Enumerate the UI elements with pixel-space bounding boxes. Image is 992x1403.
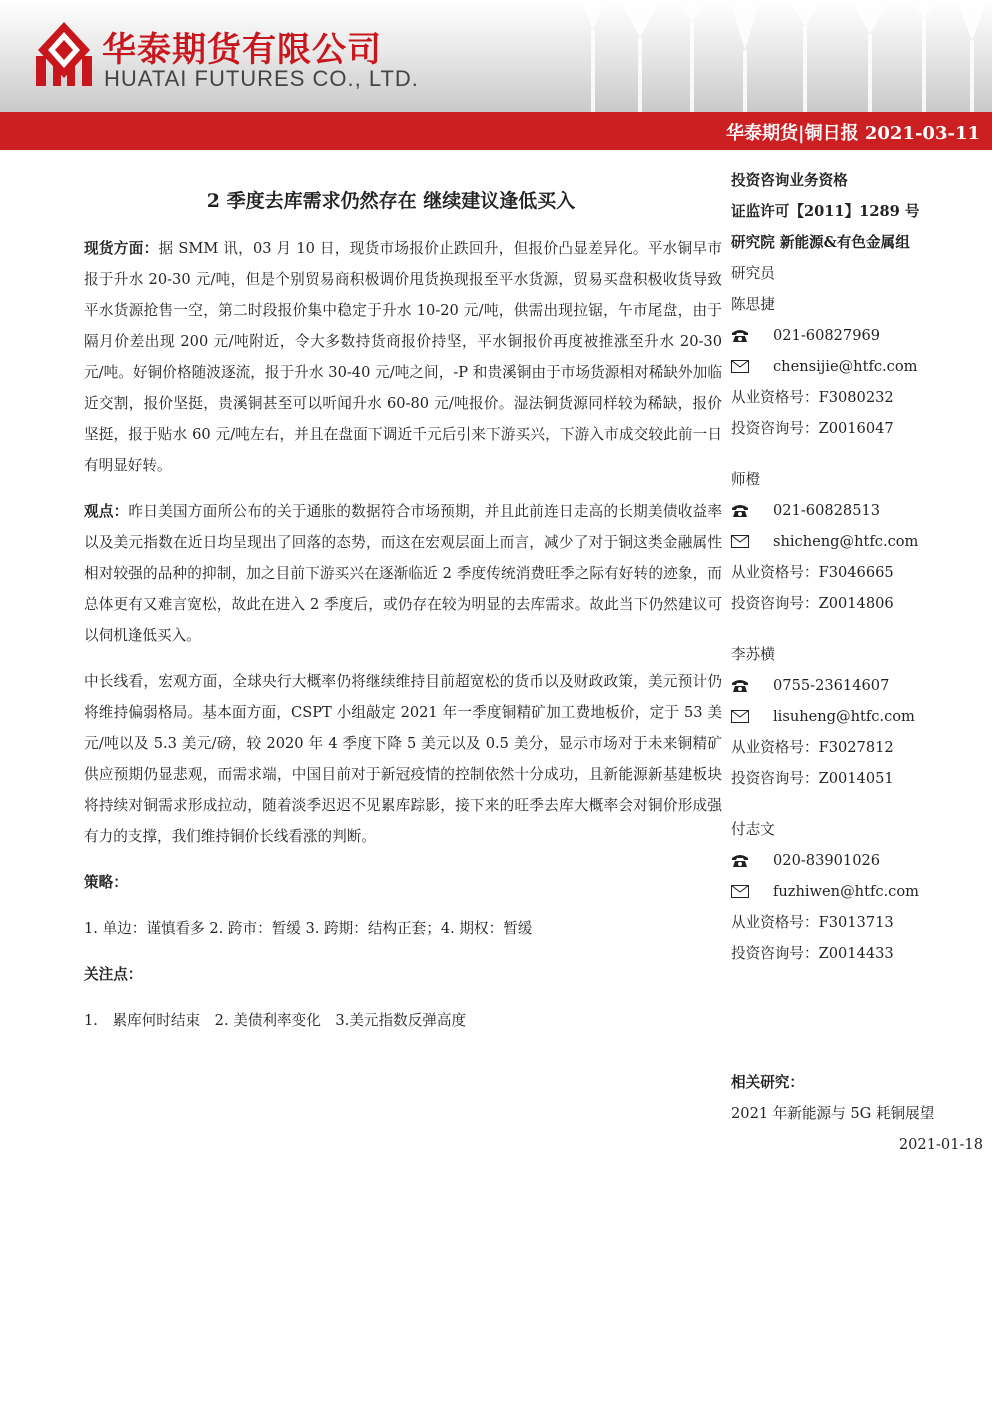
advisory-number: 投资咨询号：Z0014806: [731, 595, 894, 612]
phone-number: 020-83901026: [773, 852, 881, 869]
huatai-logo-icon: [36, 20, 92, 86]
phone-icon: [731, 670, 751, 701]
cert-number: 从业资格号：F3080232: [731, 389, 894, 406]
report-title: 2 季度去库需求仍然存在 继续建议逢低买入: [206, 190, 576, 212]
phone-row: [731, 670, 983, 701]
envelope-icon: [731, 526, 751, 557]
strategy-text: 1. 单边：谨慎看多 2. 跨市：暂缓 3. 跨期：结构正套；4. 期权：暂缓: [84, 920, 533, 937]
envelope-icon: [731, 876, 751, 907]
view-label: 观点：: [84, 503, 129, 520]
analyst-card: [731, 639, 983, 794]
qualification: 投资咨询业务资格: [731, 172, 848, 189]
analyst-name: 付志文: [731, 821, 775, 838]
institute: 研究院 新能源&有色金属组: [731, 234, 910, 251]
phone-icon: [731, 320, 751, 351]
email-address[interactable]: lisuheng@htfc.com: [773, 708, 915, 725]
analyst-card: [731, 464, 983, 619]
advisory-number: 投资咨询号：Z0014433: [731, 945, 894, 962]
company-name-en: HUATAI FUTURES CO., LTD.: [104, 66, 419, 91]
email-address[interactable]: chensijie@htfc.com: [773, 358, 918, 375]
spot-text: 据 SMM 讯，03 月 10 日，现货市场报价止跌回升，但报价凸显差异化。平水铜早市报于升水 20-30 元/吨，但是个别贸易商积极调价甩货换现报至平水货源，贸易买盘积极收货导致平水货源抢售一空，第二时段报价集中稳定于升水 10-20 元/吨，供需出现拉锯，午市尾盘，由于隔月价差出现 200 元/吨附近，令大多数持货商报价持坚，平水铜报价再度被推涨至升水 20-30 元/吨。好铜价格随波逐流，报于升水 30-40 元/吨之间，-P 和贵溪铜由于市场货源相对稀缺外加临近交割，报价坚挺，贵溪铜甚至可以听闻升水 60-80 元/吨报价。湿法铜货源同样较为稀缺，报价坚挺，报于贴水 60 元/吨左右，并且在盘面下调近千元后引来下游买兴，下游入市成交较此前一日有明显好转。: [84, 240, 722, 474]
phone-icon: [731, 845, 751, 876]
cert-number: 从业资格号：F3027812: [731, 739, 894, 756]
related-research-title[interactable]: 2021 年新能源与 5G 耗铜展望: [731, 1105, 935, 1122]
analyst-card: [731, 289, 983, 444]
cert-number: 从业资格号：F3046665: [731, 564, 894, 581]
decorative-pattern: [560, 0, 992, 112]
email-row: [731, 876, 983, 907]
view-text: 昨日美国方面所公布的关于通胀的数据符合市场预期，并且此前连日走高的长期美债收益率以及美元指数在近日均呈现出了回落的态势，而这在宏观层面上而言，减少了对于铜这类金融属性相对较强的品种的抑制，加之目前下游买兴在逐渐临近 2 季度传统消费旺季之际有好转的迹象，而总体更有又难言宽松，故此在进入 2 季度后，或仍存在较为明显的去库需求。故此当下仍然建议可以伺机逢低买入。: [84, 503, 722, 644]
email-row: [731, 701, 983, 732]
analyst-name: 李苏横: [731, 646, 775, 663]
phone-row: [731, 320, 983, 351]
phone-row: [731, 495, 983, 526]
email-row: [731, 351, 983, 382]
researcher-label: 研究员: [731, 265, 775, 282]
license-number: 证监许可【2011】1289 号: [731, 203, 920, 220]
email-row: [731, 526, 983, 557]
advisory-number: 投资咨询号：Z0016047: [731, 420, 894, 437]
envelope-icon: [731, 701, 751, 732]
report-line: 华泰期货|铜日报 2021-03-11: [726, 123, 980, 144]
analyst-name: 师橙: [731, 471, 761, 488]
spot-paragraph: [84, 233, 722, 481]
email-address[interactable]: shicheng@htfc.com: [773, 533, 919, 550]
phone-number: 0755-23614607: [773, 677, 890, 694]
email-address[interactable]: fuzhiwen@htfc.com: [773, 883, 919, 900]
related-research-label: 相关研究：: [731, 1074, 804, 1091]
focus-heading: 关注点：: [84, 966, 143, 983]
phone-number: 021-60828513: [773, 502, 881, 519]
view-paragraph: [84, 496, 722, 651]
main-content: [84, 233, 722, 1051]
advisory-number: 投资咨询号：Z0014051: [731, 770, 894, 787]
phone-row: [731, 845, 983, 876]
phone-number: 021-60827969: [773, 327, 881, 344]
focus-text: 1. 累库何时结束 2. 美债利率变化 3.美元指数反弹高度: [84, 1012, 467, 1029]
strategy-heading: 策略：: [84, 874, 128, 891]
longterm-paragraph: 中长线看，宏观方面，全球央行大概率仍将继续维持目前超宽松的货币以及财政政策，美元预计仍将维持偏弱格局。基本面方面，CSPT 小组敲定 2021 年一季度铜精矿加工费地板价，定于 53 美元/吨以及 5.3 美元/磅，较 2020 年 4 季度下降 5 美元以及 0.5 美分，显示市场对于未来铜精矿供应预期仍显悲观，而需求端，中国目前对于新冠疫情的控制依然十分成功，且新能源新基建板块将持续对铜需求形成拉动，随着淡季迟迟不见累库踪影，接下来的旺季去库大概率会对铜价形成强有力的支撑，我们维持铜价长线看涨的判断。: [84, 673, 722, 845]
envelope-icon: [731, 351, 751, 382]
analyst-name: 陈思捷: [731, 296, 775, 313]
cert-number: 从业资格号：F3013713: [731, 914, 894, 931]
company-name-cn: 华泰期货有限公司: [102, 30, 382, 70]
sidebar: [731, 165, 983, 1160]
related-research-date: 2021-01-18: [898, 1136, 983, 1153]
analyst-card: [731, 814, 983, 969]
phone-icon: [731, 495, 751, 526]
spot-label: 现货方面：: [84, 240, 159, 257]
